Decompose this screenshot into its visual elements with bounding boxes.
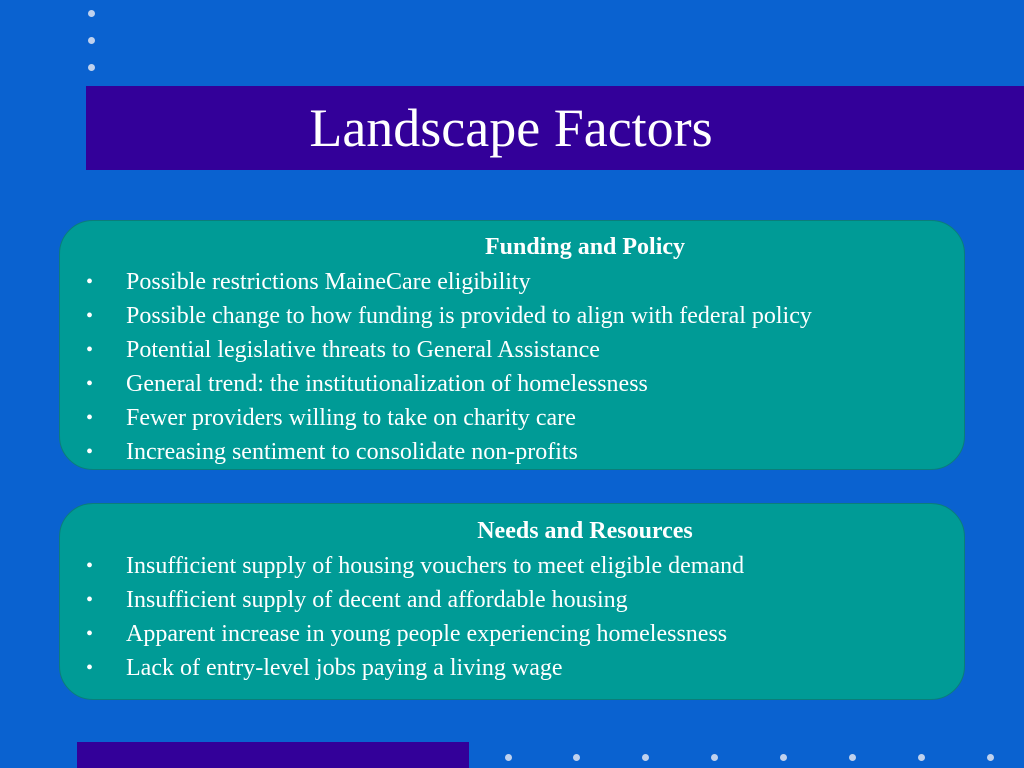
dot-icon: [780, 754, 787, 761]
bullet-dot-icon: •: [86, 657, 94, 679]
dot-icon: [849, 754, 856, 761]
bullet-dot-icon: •: [86, 623, 94, 645]
bottom-band: [77, 742, 469, 768]
dot-icon: [88, 37, 95, 44]
dot-icon: [505, 754, 512, 761]
bullet-dot-icon: •: [86, 407, 94, 429]
list-item-text: Insufficient supply of decent and affordable housing: [126, 587, 628, 613]
horizontal-dots-decoration: [505, 754, 1024, 764]
needs-resources-panel: [59, 503, 965, 700]
dot-icon: [987, 754, 994, 761]
list-item-text: Insufficient supply of housing vouchers to meet eligible demand: [126, 553, 745, 579]
bullet-dot-icon: •: [86, 373, 94, 395]
dot-icon: [573, 754, 580, 761]
dot-icon: [918, 754, 925, 761]
funding-policy-panel: [59, 220, 965, 470]
list-item-text: Possible restrictions MaineCare eligibility: [126, 269, 531, 295]
dot-icon: [642, 754, 649, 761]
list-item-text: Possible change to how funding is provided to align with federal policy: [126, 303, 812, 329]
slide-title: Landscape Factors: [309, 98, 713, 158]
bullet-dot-icon: •: [86, 441, 94, 463]
list-item-text: General trend: the institutionalization of homelessness: [126, 371, 648, 397]
vertical-dots-decoration: [88, 10, 98, 74]
list-item-text: Potential legislative threats to General Assistance: [126, 337, 600, 363]
bullet-dot-icon: •: [86, 305, 94, 327]
panel-heading: Funding and Policy: [484, 234, 686, 260]
bullet-dot-icon: •: [86, 339, 94, 361]
list-item-text: Increasing sentiment to consolidate non-profits: [126, 439, 578, 465]
list-item-text: Fewer providers willing to take on charity care: [126, 405, 576, 431]
bullet-dot-icon: •: [86, 589, 94, 611]
list-item-text: Apparent increase in young people experiencing homelessness: [126, 621, 728, 647]
dot-icon: [88, 64, 95, 71]
dot-icon: [711, 754, 718, 761]
dot-icon: [88, 10, 95, 17]
list-item-text: Lack of entry-level jobs paying a living wage: [126, 655, 563, 681]
bullet-dot-icon: •: [86, 271, 94, 293]
bullet-dot-icon: •: [86, 555, 94, 577]
panel-heading: Needs and Resources: [477, 518, 693, 544]
